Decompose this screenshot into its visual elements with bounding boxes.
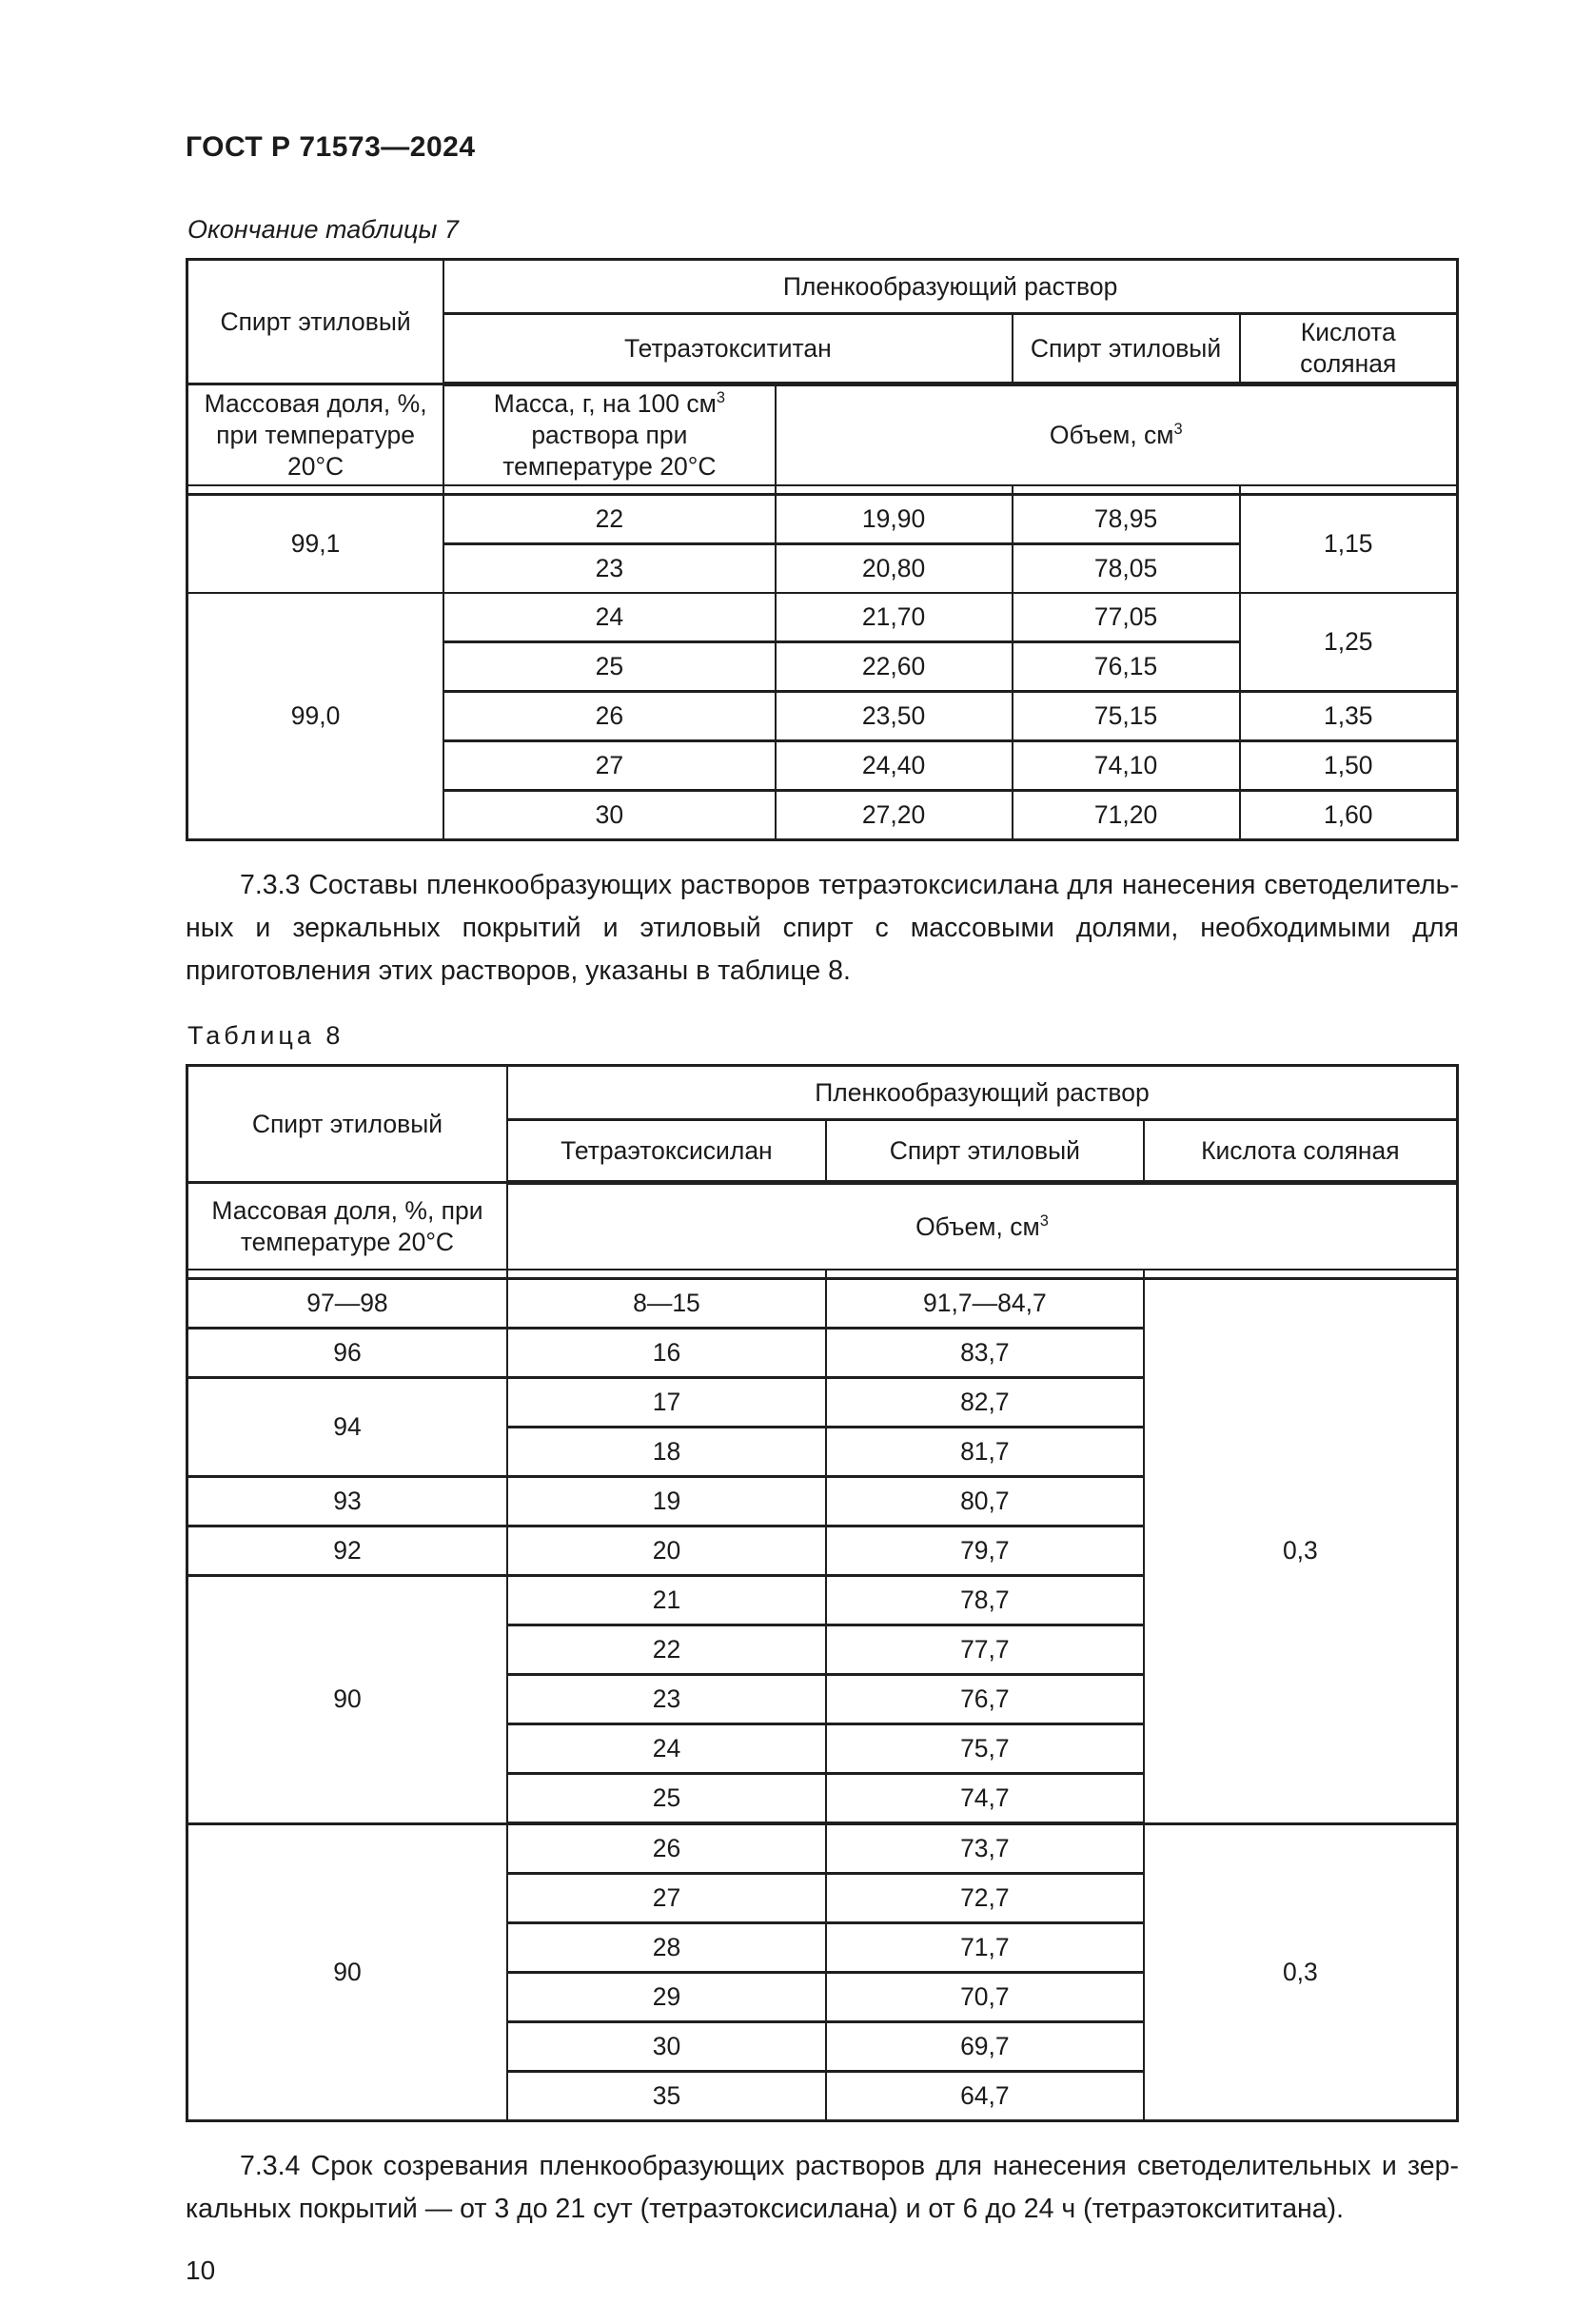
table-cell: 70,7 [826, 1973, 1144, 2022]
table-cell: 78,05 [1013, 544, 1240, 594]
table-cell: 35 [507, 2072, 826, 2121]
table-cell: 26 [507, 1823, 826, 1874]
table-cell: 75,15 [1013, 692, 1240, 741]
table-cell: 27,20 [776, 791, 1013, 840]
table-cell: 21 [507, 1576, 826, 1625]
table-cell: 79,7 [826, 1526, 1144, 1576]
doc-number: ГОСТ Р 71573—2024 [186, 131, 476, 163]
table7-head-tetra: Тетраэтоксититан [443, 314, 1012, 384]
table8-fraction-cell: 90 [187, 1823, 507, 2121]
page-number: 10 [186, 2255, 216, 2285]
table7-head-alcohol2: Спирт этиловый [1013, 314, 1240, 384]
table7-acid-cell: 1,25 [1240, 593, 1458, 692]
table-cell: 28 [507, 1923, 826, 1973]
table7-group-991: 99,1 [187, 495, 444, 594]
table-cell: 23 [507, 1675, 826, 1724]
table-cell: 23,50 [776, 692, 1013, 741]
table8-head-acid: Кислота соляная [1144, 1120, 1458, 1183]
table7-caption: Окончание таблицы 7 [187, 215, 459, 244]
table-cell: 77,05 [1013, 593, 1240, 642]
table-cell: 27 [507, 1874, 826, 1923]
table-cell: 75,7 [826, 1724, 1144, 1774]
table-cell: 22 [443, 495, 775, 544]
paragraph-7-3-3: 7.3.3 Составы пленкообразующих растворов тетраэтоксисилана для нанесения светоделительных и зеркальных покрытий и этиловый спирт с массовыми долями, необходимыми для приготовления этих растворов, указаны в таблице 8. [186, 870, 1459, 986]
table-cell: 91,7—84,7 [826, 1279, 1144, 1329]
table-cell: 69,7 [826, 2022, 1144, 2072]
table8-fraction-cell: 97—98 [187, 1279, 507, 1329]
table-cell: 78,95 [1013, 495, 1240, 544]
table8-head-tetra: Тетраэтоксисилан [507, 1120, 826, 1183]
table-cell: 83,7 [826, 1329, 1144, 1378]
table-cell: 25 [507, 1774, 826, 1824]
table7 [186, 258, 1459, 841]
table7-acid-cell: 1,35 [1240, 692, 1458, 741]
table-cell: 71,20 [1013, 791, 1240, 840]
head-body-separator [187, 485, 1458, 495]
superscript: 3 [1173, 421, 1183, 439]
table-cell: 23 [443, 544, 775, 594]
table-cell: 74,7 [826, 1774, 1144, 1824]
table-cell: 24 [507, 1724, 826, 1774]
table7-acid-cell: 1,50 [1240, 741, 1458, 791]
table-cell: 76,7 [826, 1675, 1144, 1724]
table-cell: 24 [443, 593, 775, 642]
table8-fraction-cell: 94 [187, 1378, 507, 1477]
table-cell: 82,7 [826, 1378, 1144, 1428]
table-cell: 19,90 [776, 495, 1013, 544]
superscript: 3 [1039, 1211, 1049, 1230]
table-cell: 27 [443, 741, 775, 791]
page [186, 131, 1459, 2286]
head-body-separator [187, 1270, 1458, 1279]
table7-acid-cell: 1,15 [1240, 495, 1458, 594]
table-cell: 20,80 [776, 544, 1013, 594]
table7-head-mass-spec: Масса, г, на 100 $см^3$ раствора при температуре 20°С [443, 384, 775, 486]
table-cell: 22,60 [776, 642, 1013, 692]
table-cell: 77,7 [826, 1625, 1144, 1675]
table7-head-group: Пленкообразующий раствор [443, 260, 1457, 314]
table-cell: 20 [507, 1526, 826, 1576]
table7-head-alcohol: Спирт этиловый [187, 260, 444, 384]
table-cell: 21,70 [776, 593, 1013, 642]
table8-caption: Таблица 8 [187, 1021, 344, 1050]
table-cell: 30 [507, 2022, 826, 2072]
table-cell: 29 [507, 1973, 826, 2022]
paragraph-7-3-4: 7.3.4 Срок созревания пленкообразующих растворов для нанесения светоделительных и зеркальных покрытий — от 3 до 21 сут (тетраэтоксисилана) и от 6 до 24 ч (тетраэтоксититана). [186, 2151, 1459, 2224]
table-cell: 64,7 [826, 2072, 1144, 2121]
table7-head-volume: Объем, $см^3$ [776, 384, 1458, 486]
table7-group-990: 99,0 [187, 593, 444, 840]
table8-head-alcohol: Спирт этиловый [187, 1066, 507, 1183]
table7-acid-cell: 1,60 [1240, 791, 1458, 840]
table8-acid-cell: 0,3 [1144, 1823, 1458, 2121]
table7-head-acid: Кислота соляная [1240, 314, 1458, 384]
table-cell: 74,10 [1013, 741, 1240, 791]
table-cell: 71,7 [826, 1923, 1144, 1973]
table8-fraction-cell: 96 [187, 1329, 507, 1378]
table8-fraction-cell: 92 [187, 1526, 507, 1576]
table-cell: 26 [443, 692, 775, 741]
table8-head-mass-fraction: Массовая доля, %, при температуре 20°С [187, 1183, 507, 1270]
table-cell: 16 [507, 1329, 826, 1378]
table8-acid-cell: 0,3 [1144, 1279, 1458, 1824]
table-cell: 25 [443, 642, 775, 692]
table8 [186, 1064, 1459, 2122]
table8-head-group: Пленкообразующий раствор [507, 1066, 1458, 1120]
table-cell: 80,7 [826, 1477, 1144, 1526]
table-cell: 22 [507, 1625, 826, 1675]
table-cell: 76,15 [1013, 642, 1240, 692]
table-cell: 78,7 [826, 1576, 1144, 1625]
table-cell: 81,7 [826, 1428, 1144, 1477]
table-cell: 18 [507, 1428, 826, 1477]
table-cell: 73,7 [826, 1823, 1144, 1874]
table7-head-mass-fraction: Массовая доля, %, при температуре 20°С [187, 384, 444, 486]
table8-fraction-cell: 93 [187, 1477, 507, 1526]
table-cell: 30 [443, 791, 775, 840]
superscript: 3 [716, 389, 725, 407]
table-cell: 19 [507, 1477, 826, 1526]
table8-fraction-cell: 90 [187, 1576, 507, 1824]
table8-head-alcohol2: Спирт этиловый [826, 1120, 1144, 1183]
table-cell: 17 [507, 1378, 826, 1428]
table-cell: 24,40 [776, 741, 1013, 791]
table-cell: 72,7 [826, 1874, 1144, 1923]
table-cell: 8—15 [507, 1279, 826, 1329]
table8-head-volume: Объем, $см^3$ [507, 1183, 1458, 1270]
